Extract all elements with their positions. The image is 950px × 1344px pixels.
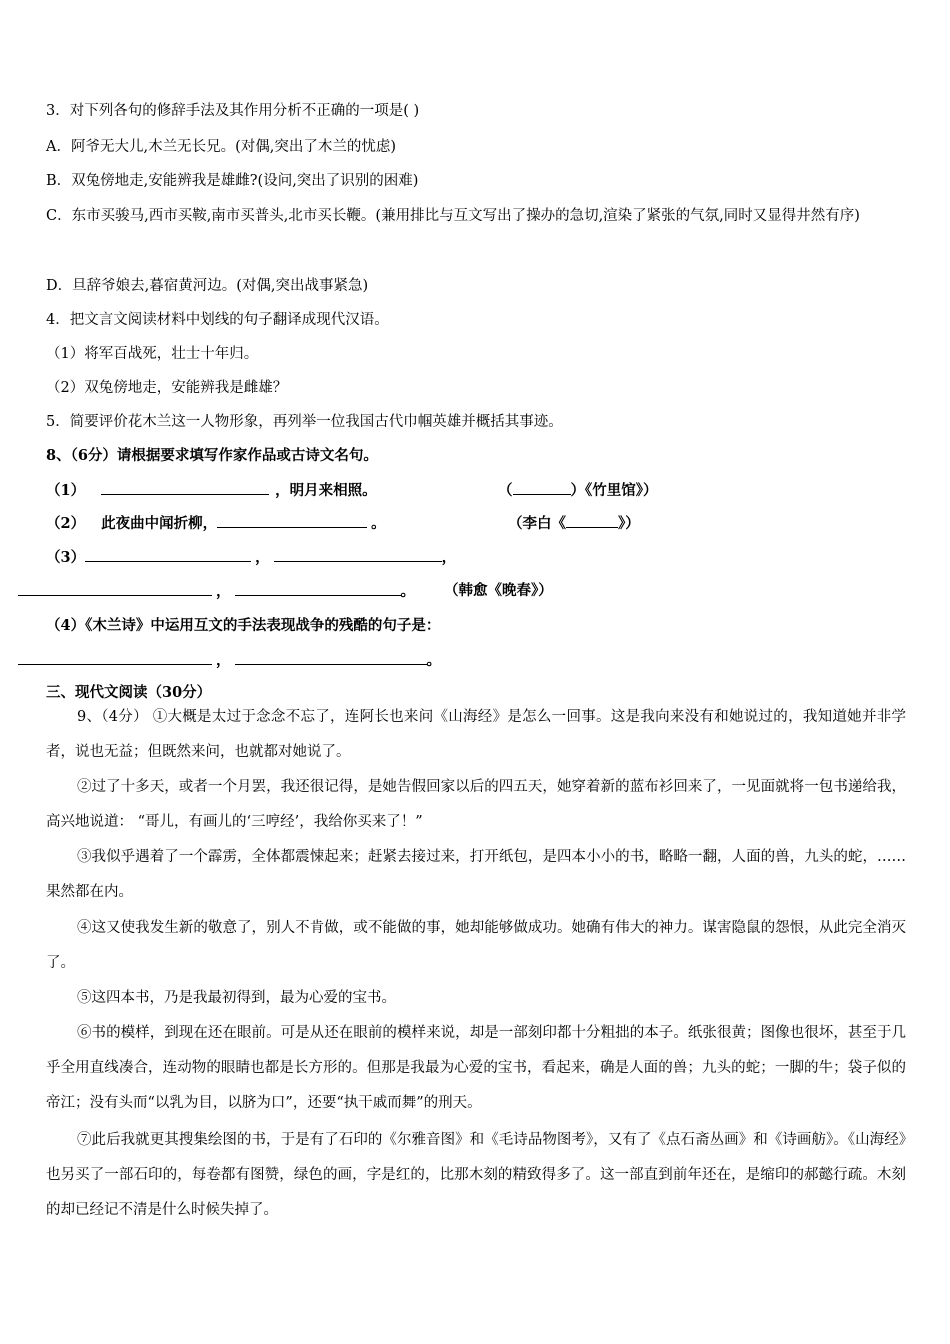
q8-item-1-source-close: ）《竹里馆》） — [570, 482, 658, 499]
q8-item-2-blank[interactable] — [217, 513, 367, 528]
q3-option-a: A．阿爷无大儿,木兰无长兄。(对偶,突出了木兰的忧虑) — [46, 139, 397, 155]
q8-item-4-line — [18, 650, 441, 671]
q9-paragraph-6: ⑥书的模样，到现在还在眼前。可是从还在眼前的模样来说，却是一部刻印都十分粗拙的本子。纸张很黄；图像也很坏，甚至于几乎全用直线凑合，连动物的眼睛也都是长方形的。但那是我最为心爱的宝书，看起来，确是人面的兽；九头的蛇；一脚的牛；袋子似的帝江；没有头而“以乳为目，以脐为口”，还要“执干戚而舞”的刑天。 — [46, 1025, 906, 1111]
q8-item-3-comma-1: ， — [255, 549, 270, 566]
q8-item-2-title-blank[interactable] — [566, 513, 618, 528]
q8-item-1-source-open: （ — [498, 482, 513, 499]
q8-item-4-blank-1[interactable] — [18, 650, 212, 665]
q8-item-4-blank-2[interactable] — [235, 650, 427, 665]
q3-option-b: B．双兔傍地走,安能辨我是雄雌?(设问,突出了识别的困难) — [46, 173, 419, 189]
q8-item-1-source — [498, 480, 658, 501]
q9-paragraph-1: 9、（4分） ①大概是太过于念念不忘了，连阿长也来问《山海经》是怎么一回事。这是我向来没有和她说过的，我知道她并非学者，说也无益；但既然来问，也就都对她说了。 — [46, 709, 906, 760]
q8-item-1-author-blank[interactable] — [513, 480, 571, 495]
q8-item-3-comma-2: ， — [441, 549, 457, 566]
q8-item-2 — [46, 513, 386, 534]
q8-item-3-number: （3） — [46, 549, 86, 566]
q8-item-3-blank-4[interactable] — [235, 581, 401, 596]
q8-item-3-line-1 — [46, 547, 456, 568]
section-3-title: 三、现代文阅读（30分） — [46, 684, 212, 701]
q8-item-4-comma: ， — [216, 652, 231, 669]
q8-item-2-end: 。 — [371, 515, 386, 532]
q8-item-1-text: ，明月来相照。 — [275, 482, 377, 499]
q8-item-2-source-close: 》） — [618, 515, 640, 532]
q8-item-2-number: （2） — [46, 515, 86, 532]
q8-item-3-blank-2[interactable] — [274, 547, 442, 562]
q8-item-3-blank-1[interactable] — [85, 547, 251, 562]
q9-paragraph-7: ⑦此后我就更其搜集绘图的书，于是有了石印的《尔雅音图》和《毛诗品物图考》，又有了《点石斋丛画》和《诗画舫》。《山海经》也另买了一部石印的，每卷都有图赞，绿色的画，字是红的，比那木刻的精致得多了。这一部直到前年还在，是缩印的郝懿行疏。木刻的却已经记不清是什么时候失掉了。 — [46, 1132, 906, 1218]
q9-paragraph-3: ③我似乎遇着了一个霹雳，全体都震悚起来；赶紧去接过来，打开纸包，是四本小小的书，略略一翻，人面的兽，九头的蛇，……果然都在内。 — [46, 849, 906, 900]
q8-stem: 8、（6分）请根据要求填写作家作品或古诗文名句。 — [46, 447, 378, 464]
q4-sentence-2: （2）双兔傍地走，安能辨我是雌雄？ — [46, 380, 288, 396]
q9-paragraph-4: ④这又使我发生新的敬意了，别人不肯做，或不能做的事，她却能够做成功。她确有伟大的神力。谋害隐鼠的怨恨，从此完全消灭了。 — [46, 920, 906, 971]
q3-option-d: D．旦辞爷娘去,暮宿黄河边。(对偶,突出战事紧急) — [46, 278, 369, 294]
q5-stem: 5．简要评价花木兰这一人物形象，再列举一位我国古代巾帼英雄并概括其事迹。 — [46, 414, 563, 430]
q8-item-2-text: 此夜曲中闻折柳， — [101, 515, 218, 532]
q8-item-1-blank[interactable] — [101, 480, 269, 495]
q3-stem: 3．对下列各句的修辞手法及其作用分析不正确的一项是( ) — [46, 103, 420, 119]
q8-item-4-text: （4）《木兰诗》中运用互文的手法表现战争的残酷的句子是： — [46, 617, 441, 634]
q4-sentence-1: （1）将军百战死，壮士十年归。 — [46, 346, 259, 362]
q4-stem: 4．把文言文阅读材料中划线的句子翻译成现代汉语。 — [46, 312, 389, 328]
q8-item-2-source-open: （李白《 — [508, 515, 566, 532]
q8-item-4-period: 。 — [426, 652, 441, 669]
q8-item-3-comma-3: ， — [216, 583, 231, 600]
q9-paragraph-2: ②过了十多天，或者一个月罢，我还很记得，是她告假回家以后的四五天，她穿着新的蓝布衫回来了，一见面就将一包书递给我，高兴地说道： “哥儿，有画儿的‘三哼经’，我给你买来了！” — [46, 779, 906, 830]
q8-item-3-source: （韩愈《晚春》） — [444, 582, 553, 599]
q8-item-3-line-2 — [18, 581, 415, 602]
q8-item-1 — [46, 480, 377, 501]
q8-item-2-source — [508, 513, 640, 534]
q3-option-c: C．东市买骏马,西市买鞍,南市买普头,北市买长鞭。(兼用排比与互文写出了操办的急切,渲染了紧张的气氛,同时又显得井然有序) — [46, 208, 860, 224]
q8-item-1-number: （1） — [46, 482, 86, 499]
q8-item-3-blank-3[interactable] — [18, 581, 212, 596]
q9-paragraph-5: ⑤这四本书，乃是我最初得到，最为心爱的宝书。 — [77, 990, 396, 1006]
q8-item-3-period: 。 — [400, 583, 415, 600]
